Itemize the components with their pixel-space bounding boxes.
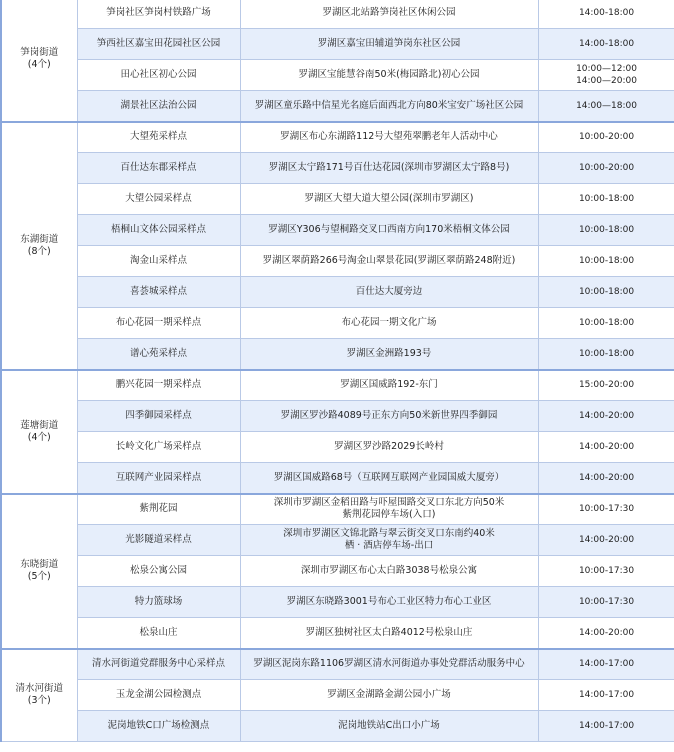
table-row: [1, 277, 674, 308]
street-name: 东晓街道: [20, 559, 59, 570]
site-name: 长岭文化广场采样点: [77, 432, 240, 463]
table-row: [1, 215, 674, 246]
street-name: 东湖街道: [20, 233, 59, 245]
site-hours-line1: 10:00—12:00: [576, 64, 637, 74]
site-address: 百仕达大厦旁边: [240, 277, 538, 308]
site-hours-line2: 14:00—20:00: [576, 76, 637, 86]
site-hours: 14:00-20:00: [538, 525, 674, 556]
table-row: [1, 246, 674, 277]
site-address: 罗湖区北站路笋岗社区休闲公园: [240, 0, 538, 29]
table-row: [1, 556, 674, 587]
street-count: (5个): [27, 571, 51, 582]
site-address: 布心花园一期文化广场: [240, 308, 538, 339]
site-name: 淘金山采样点: [77, 246, 240, 277]
site-address: 深圳市罗湖区布心太白路3038号松泉公寓: [240, 556, 538, 587]
site-hours: 14:00-18:00: [538, 0, 674, 29]
site-address: 罗湖区翠荫路266号淘金山翠景花园(罗湖区翠荫路248附近): [240, 246, 538, 277]
site-name: 清水河街道党群服务中心采样点: [77, 649, 240, 680]
site-address: 罗湖区国威路68号（互联网互联网产业园国威大厦旁）: [240, 463, 538, 494]
site-hours: 10:00-18:00: [538, 308, 674, 339]
site-name: 松泉山庄: [77, 618, 240, 649]
site-address: 罗湖区罗沙路2029长岭村: [240, 432, 538, 463]
site-address: 罗湖区大望大道大望公园(深圳市罗湖区): [240, 184, 538, 215]
table-row: [1, 0, 674, 29]
site-address: [240, 525, 538, 556]
site-address: 罗湖区独树社区太白路4012号松泉山庄: [240, 618, 538, 649]
table-row: [1, 432, 674, 463]
site-hours: 10:00-17:30: [538, 494, 674, 525]
site-name: 笋西社区嘉宝田花园社区公园: [77, 29, 240, 60]
street-cell: [1, 494, 77, 649]
street-cell: [1, 370, 77, 494]
table-row: [1, 525, 674, 556]
table-row: [1, 370, 674, 401]
site-name: 泥岗地铁C口广场检测点: [77, 711, 240, 742]
site-name: 布心花园一期采样点: [77, 308, 240, 339]
site-name: 互联网产业园采样点: [77, 463, 240, 494]
site-hours: 10:00-18:00: [538, 277, 674, 308]
site-name: 大望苑采样点: [77, 122, 240, 153]
site-address: 罗湖区金湖路金湖公园小广场: [240, 680, 538, 711]
site-address: 罗湖区金洲路193号: [240, 339, 538, 370]
site-address: 罗湖区东晓路3001号布心工业区特力布心工业区: [240, 587, 538, 618]
table-row: [1, 463, 674, 494]
site-name: 喜荟城采样点: [77, 277, 240, 308]
site-hours: 14:00—18:00: [538, 91, 674, 122]
table-row: [1, 649, 674, 680]
street-name: 莲塘街道: [20, 419, 59, 431]
site-address: [240, 494, 538, 525]
table-row: [1, 618, 674, 649]
site-name: 光影隧道采样点: [77, 525, 240, 556]
site-address: 罗湖区太宁路171号百仕达花园(深圳市罗湖区太宁路8号): [240, 153, 538, 184]
site-name: 田心社区初心公园: [77, 60, 240, 91]
site-hours: 14:00-17:00: [538, 680, 674, 711]
site-address-line2: 紫荆花园停车场(入口): [342, 509, 436, 521]
street-name: 清水河街道: [15, 683, 63, 695]
site-hours: 10:00-18:00: [538, 339, 674, 370]
site-hours: 10:00-20:00: [538, 122, 674, 153]
site-name: 大望公园采样点: [77, 184, 240, 215]
site-name: 松泉公寓公园: [77, 556, 240, 587]
table-row: [1, 29, 674, 60]
site-address-line2: 栖 · 酒店停车场-出口: [344, 540, 434, 551]
site-address-line1: 深圳市罗湖区文锦北路与翠云街交叉口东南约40米: [283, 528, 495, 539]
street-count: (4个): [27, 431, 51, 443]
site-name: 谱心苑采样点: [77, 339, 240, 370]
table-row: [1, 184, 674, 215]
site-hours: 14:00-18:00: [538, 29, 674, 60]
site-address: 罗湖区童乐路中信星光名庭后面西北方向80米宝安广场社区公园: [240, 91, 538, 122]
site-hours: 14:00-20:00: [538, 463, 674, 494]
table-row: [1, 587, 674, 618]
site-hours: 14:00-20:00: [538, 401, 674, 432]
site-address: 罗湖区泥岗东路1106罗湖区清水河街道办事处党群活动服务中心: [240, 649, 538, 680]
table-row: [1, 308, 674, 339]
table-row: [1, 122, 674, 153]
table-row: [1, 60, 674, 91]
table-row: [1, 494, 674, 525]
table-row: [1, 711, 674, 742]
site-name: 玉龙金湖公园检测点: [77, 680, 240, 711]
site-name: 湖景社区法治公园: [77, 91, 240, 122]
site-hours: 10:00-18:00: [538, 215, 674, 246]
site-hours: [538, 60, 674, 91]
site-hours: 14:00-20:00: [538, 432, 674, 463]
site-hours: 14:00-17:00: [538, 711, 674, 742]
site-hours: 10:00-20:00: [538, 153, 674, 184]
site-address: 罗湖区宝能慧谷南50米(梅园路北)初心公园: [240, 60, 538, 91]
site-hours: 14:00-20:00: [538, 618, 674, 649]
table-row: [1, 401, 674, 432]
table-row: [1, 680, 674, 711]
site-hours: 10:00-17:30: [538, 556, 674, 587]
site-address: 罗湖区罗沙路4089号正东方向50米新世界四季御园: [240, 401, 538, 432]
street-cell: [1, 0, 77, 122]
site-address: 罗湖区Y306与望桐路交叉口西南方向170米梧桐文体公园: [240, 215, 538, 246]
site-name: 四季御园采样点: [77, 401, 240, 432]
site-name: 紫荆花园: [77, 494, 240, 525]
table-row: [1, 91, 674, 122]
site-name: 鹏兴花园一期采样点: [77, 370, 240, 401]
street-count: (8个): [27, 245, 51, 257]
site-address: 罗湖区国威路192-东门: [240, 370, 538, 401]
site-hours: 10:00-17:30: [538, 587, 674, 618]
street-count: (4个): [27, 59, 51, 71]
table-row: [1, 153, 674, 184]
site-name: 梧桐山文体公园采样点: [77, 215, 240, 246]
site-hours: 15:00-20:00: [538, 370, 674, 401]
site-hours: 10:00-18:00: [538, 246, 674, 277]
site-hours: 10:00-18:00: [538, 184, 674, 215]
street-name: 笋岗街道: [20, 47, 59, 59]
site-address-line1: 深圳市罗湖区金稻田路与吓屋围路交叉口东北方向50米: [273, 497, 505, 509]
site-address: 泥岗地铁站C出口小广场: [240, 711, 538, 742]
site-name: 笋岗社区笋岗村铁路广场: [77, 0, 240, 29]
street-cell: [1, 649, 77, 742]
site-address: 罗湖区布心东湖路112号大望苑翠鹏老年人活动中心: [240, 122, 538, 153]
site-name: 百仕达东郡采样点: [77, 153, 240, 184]
table-row: [1, 339, 674, 370]
site-name: 特力篮球场: [77, 587, 240, 618]
site-address: 罗湖区嘉宝田辅道笋岗东社区公园: [240, 29, 538, 60]
street-cell: [1, 122, 77, 370]
street-count: (3个): [27, 695, 51, 707]
site-hours: 14:00-17:00: [538, 649, 674, 680]
